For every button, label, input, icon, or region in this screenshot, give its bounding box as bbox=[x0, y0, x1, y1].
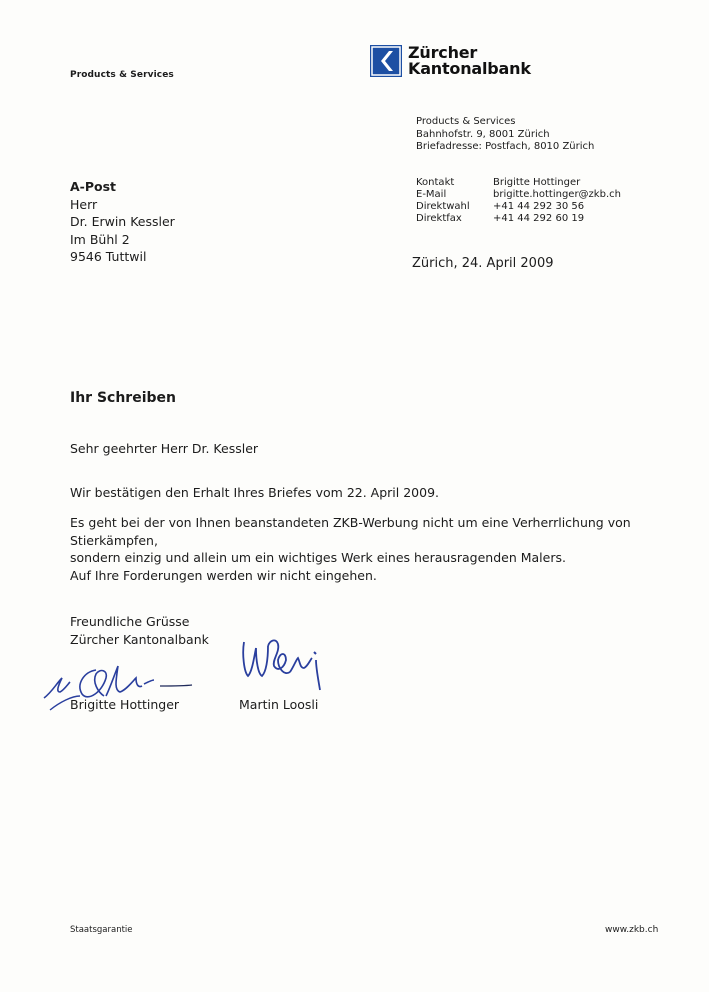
contact-key: Kontakt bbox=[416, 177, 455, 188]
contact-key: E-Mail bbox=[416, 189, 447, 200]
bank-address-line: Briefadresse: Postfach, 8010 Zürich bbox=[416, 141, 595, 152]
signer-name-2: Martin Loosli bbox=[239, 697, 319, 712]
recipient-title: Herr bbox=[70, 196, 98, 212]
logo-line2: Kantonalbank bbox=[408, 59, 531, 78]
contact-row bbox=[416, 213, 621, 225]
recipient-street: Im Bühl 2 bbox=[70, 231, 130, 247]
logo-wordmark bbox=[408, 45, 531, 77]
paragraph-2-line: Es geht bei der von Ihnen beanstandeten ZKB-Werbung nicht um eine Verherrlichung von Stierkämpfen, bbox=[70, 515, 631, 548]
letter-date: Zürich, 24. April 2009 bbox=[412, 256, 554, 271]
contact-row bbox=[416, 201, 621, 213]
salutation: Sehr geehrter Herr Dr. Kessler bbox=[70, 441, 259, 456]
signer-name-1: Brigitte Hottinger bbox=[70, 697, 180, 712]
bank-logo bbox=[370, 45, 531, 77]
recipient-address bbox=[70, 178, 175, 266]
contact-block bbox=[416, 177, 621, 225]
contact-value: +41 44 292 60 19 bbox=[493, 213, 585, 224]
bank-address-line: Products & Services bbox=[416, 116, 516, 127]
logo-line1: Zürcher bbox=[408, 43, 478, 62]
bank-address-line: Bahnhofstr. 9, 8001 Zürich bbox=[416, 128, 550, 140]
zkb-logo-icon bbox=[370, 45, 402, 77]
post-type: A-Post bbox=[70, 179, 117, 194]
letter-subject: Ihr Schreiben bbox=[70, 390, 176, 406]
closing-company: Zürcher Kantonalbank bbox=[70, 631, 209, 647]
closing-greeting: Freundliche Grüsse bbox=[70, 614, 190, 629]
contact-value: +41 44 292 30 56 bbox=[493, 201, 585, 212]
contact-row bbox=[416, 189, 621, 201]
recipient-city: 9546 Tuttwil bbox=[70, 249, 147, 264]
contact-row bbox=[416, 177, 621, 189]
bank-address bbox=[416, 116, 594, 154]
contact-key: Direktwahl bbox=[416, 201, 470, 212]
paragraph-2-line: sondern einzig und allein um ein wichtiges Werk eines herausragenden Malers. bbox=[70, 550, 566, 565]
contact-email[interactable]: brigitte.hottinger@zkb.ch bbox=[493, 189, 621, 200]
contact-value: Brigitte Hottinger bbox=[493, 177, 581, 188]
paragraph-1: Wir bestätigen den Erhalt Ihres Briefes vom 22. April 2009. bbox=[70, 485, 440, 500]
closing-block bbox=[70, 613, 209, 648]
contact-key: Direktfax bbox=[416, 213, 462, 224]
paragraph-3: Auf Ihre Forderungen werden wir nicht eingehen. bbox=[70, 568, 377, 583]
department-label: Products & Services bbox=[70, 70, 174, 80]
footer-website-link[interactable]: www.zkb.ch bbox=[605, 925, 659, 935]
footer-guarantee: Staatsgarantie bbox=[70, 925, 133, 935]
recipient-name: Dr. Erwin Kessler bbox=[70, 214, 175, 229]
paragraph-2 bbox=[70, 514, 690, 567]
signature-loosli bbox=[238, 632, 328, 694]
